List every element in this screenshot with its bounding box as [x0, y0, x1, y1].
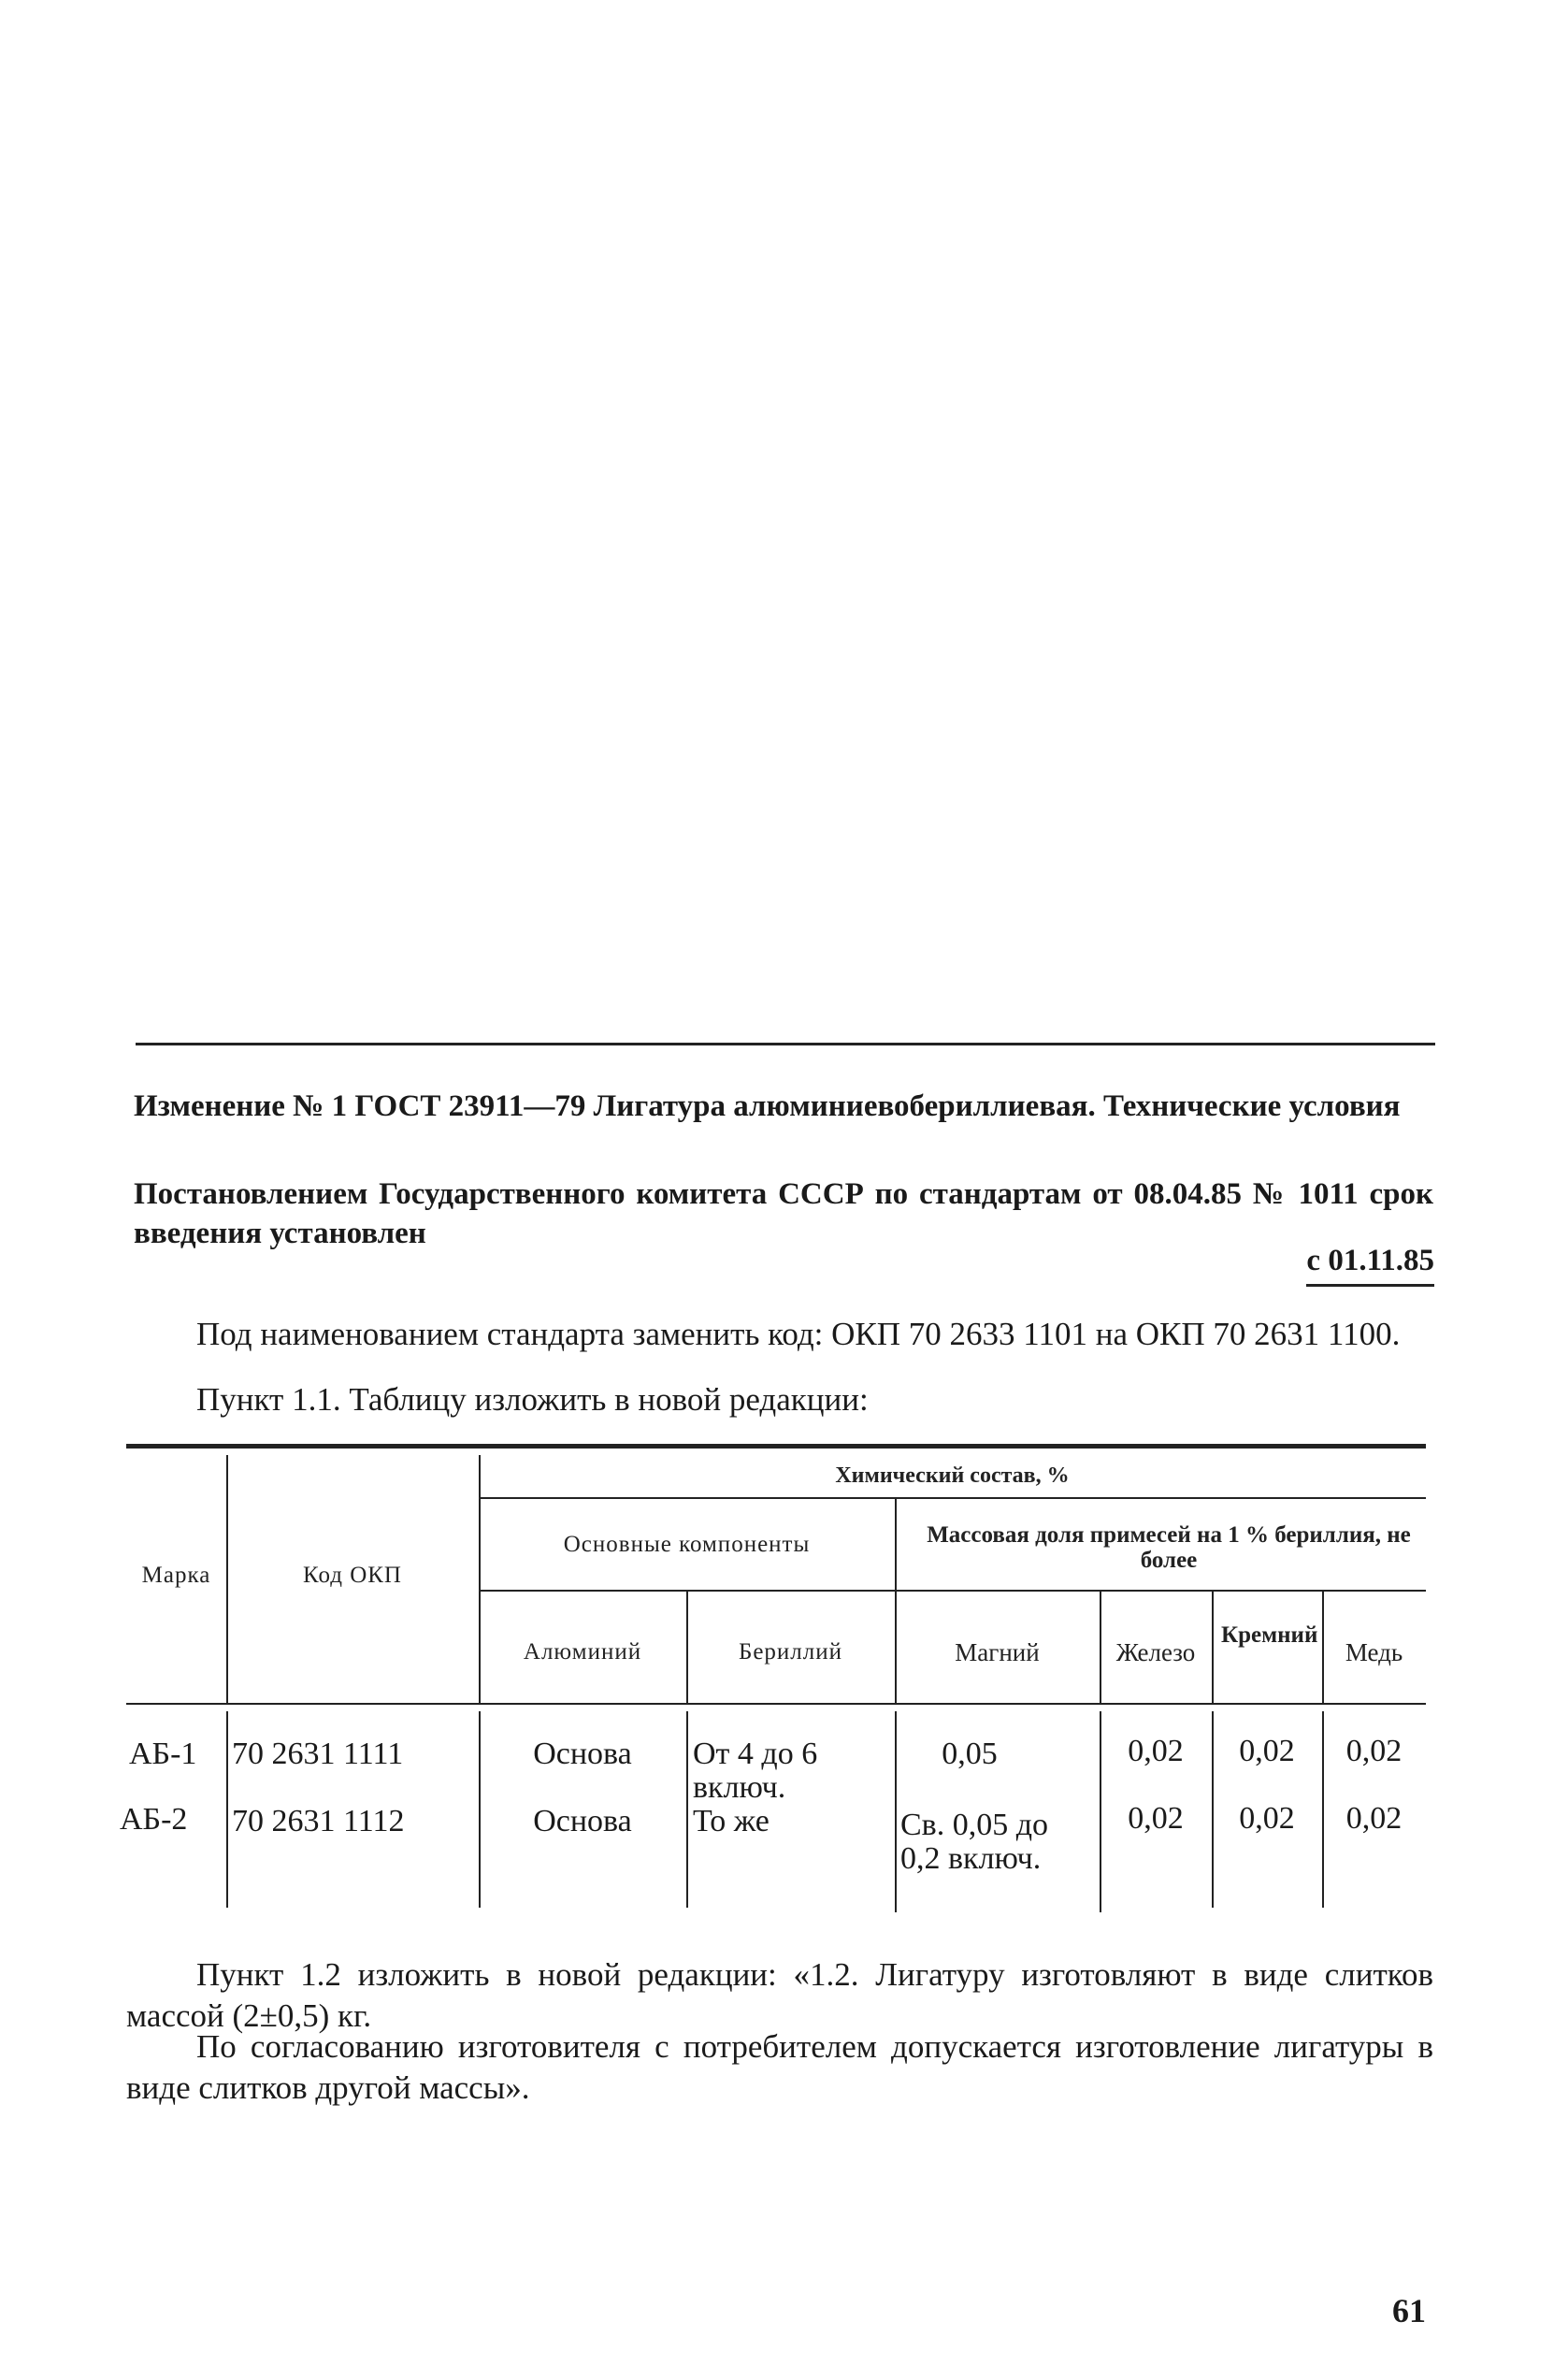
header-silicon: Кремний	[1221, 1622, 1318, 1648]
table-top-rule	[126, 1444, 1426, 1449]
cell-grade: АБ-1	[129, 1737, 197, 1771]
top-rule	[136, 1043, 1435, 1045]
table-divider	[226, 1711, 228, 1908]
table-rule	[126, 1703, 1426, 1705]
cell-iron: 0,02	[1128, 1734, 1184, 1768]
effective-date: с 01.11.85	[1306, 1241, 1434, 1287]
cell-beryllium: От 4 до 6 включ.	[693, 1737, 818, 1805]
table-divider	[686, 1711, 688, 1908]
paragraph-table-intro: Пункт 1.1. Таблицу изложить в новой редакции:	[196, 1381, 869, 1418]
cell-silicon: 0,02	[1239, 1801, 1295, 1836]
table-rule	[479, 1497, 1426, 1499]
table-divider	[1212, 1590, 1214, 1703]
decree-text: Постановлением Государственного комитета СССР по стандартам от 08.04.85 № 1011 срок введения установлен	[134, 1177, 1433, 1250]
cell-beryllium: То же	[693, 1804, 770, 1838]
header-copper: Медь	[1345, 1638, 1403, 1666]
header-aluminum: Алюминий	[523, 1639, 642, 1665]
cell-silicon: 0,02	[1239, 1734, 1295, 1768]
cell-aluminum: Основа	[533, 1804, 632, 1838]
cell-magnesium: Св. 0,05 до 0,2 включ.	[900, 1808, 1049, 1876]
header-grade: Марка	[141, 1563, 211, 1588]
paragraph-okp-code: Под наименованием стандарта заменить код: ОКП 70 2633 1101 на ОКП 70 2631 1100.	[196, 1316, 1401, 1352]
cell-aluminum: Основа	[533, 1737, 632, 1771]
cell-okp: 70 2631 1111	[232, 1737, 404, 1771]
amendment-heading: Изменение № 1 ГОСТ 23911—79 Лигатура алюминиевобериллиевая. Технические условия	[134, 1089, 1401, 1123]
paragraph-agreement: По согласованию изготовителя с потребителем допускается изготовление лигатуры в виде слитков другой массы».	[126, 2028, 1433, 2106]
header-iron: Железо	[1115, 1638, 1196, 1666]
header-okp: Код ОКП	[303, 1563, 402, 1588]
header-beryllium: Бериллий	[738, 1639, 843, 1665]
header-magnesium: Магний	[955, 1638, 1040, 1666]
cell-magnesium: 0,05	[942, 1737, 998, 1771]
cell-copper: 0,02	[1345, 1801, 1403, 1836]
header-impurities: Массовая доля примесей на 1 % бериллия, не более	[927, 1522, 1411, 1573]
table-divider	[895, 1499, 897, 1703]
cell-okp: 70 2631 1112	[232, 1804, 405, 1838]
header-main-components: Основные компоненты	[563, 1532, 811, 1557]
page-number: 61	[1392, 2292, 1426, 2329]
cell-iron: 0,02	[1128, 1801, 1184, 1836]
cell-copper: 0,02	[1345, 1734, 1403, 1768]
paragraph-item-1-2: Пункт 1.2 изложить в новой редакции: «1.2. Лигатуру изготовляют в виде слитков массой (2±0,5) кг.	[126, 1956, 1433, 2034]
table-rule	[479, 1590, 1426, 1592]
cell-grade: АБ-2	[120, 1802, 188, 1837]
header-composition: Химический состав, %	[835, 1463, 1070, 1488]
